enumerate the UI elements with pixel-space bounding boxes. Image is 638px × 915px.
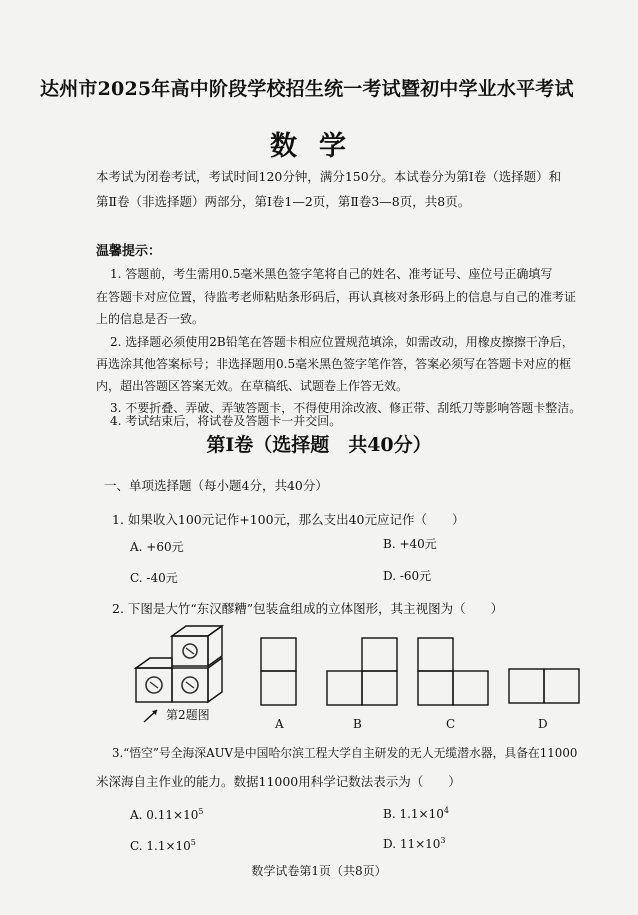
tip-line: 3. 不要折叠、弄破、弄皱答题卡，不得使用涂改液、修正带、刮纸刀等影响答题卡整洁。: [110, 401, 582, 415]
tip-line: 再选涂其他答案标号；非选择题用0.5毫米黑色签字笔作答，答案必须写在答题卡对应的框: [96, 357, 572, 371]
tips-title: 温馨提示：: [96, 244, 162, 259]
subject-title: 数学: [270, 131, 368, 162]
question-2-stem: 2. 下图是大竹“东汉醪糟”包装盒组成的立体图形，其主视图为（ ）: [112, 601, 504, 616]
q3-option-a: A. $0.11\times 10^5$: [130, 807, 204, 822]
q1-option-d: D. -60元: [383, 569, 432, 583]
option-b-view: [325, 636, 401, 708]
tip-line: 在答题卡对应位置，待监考老师粘贴条形码后，再认真核对条形码上的信息与自己的准考证: [96, 290, 577, 304]
option-d-view: [507, 667, 583, 707]
intro-line-2: 第Ⅱ卷（非选择题）两部分，第Ⅰ卷1—2页，第Ⅱ卷3—8页，共8页。: [96, 194, 471, 209]
option-c-label: C: [446, 717, 456, 731]
option-a-view: [259, 636, 299, 708]
option-b-label: B: [353, 717, 362, 731]
q3-option-b: B. $1.1\times 10^4$: [383, 806, 449, 821]
part1-title: 第Ⅰ卷（选择题 共40分）: [206, 434, 432, 456]
option-d-label: D: [538, 717, 548, 731]
tip-line: 上的信息是否一致。: [96, 312, 205, 326]
question-3-stem-1: 3.“悟空”号全海深AUV是中国哈尔滨工程大学自主研发的无人无缆潜水器，具备在11000: [112, 746, 578, 760]
q1-option-a: A. +60元: [130, 540, 184, 554]
exam-title: 达州市2025年高中阶段学校招生统一考试暨初中学业水平考试: [40, 78, 574, 100]
q3-option-d: D. $11\times 10^3$: [383, 836, 446, 851]
tip-line: 2. 选择题必须使用2B铅笔在答题卡相应位置规范填涂，如需改动，用橡皮擦擦干净后，: [110, 335, 574, 349]
figure-caption: 第2题图: [166, 708, 210, 722]
option-c-view: [416, 636, 492, 708]
page-footer: 数学试卷第1页（共8页）: [251, 864, 387, 878]
tip-line: 4. 考试结束后，将试卷及答题卡一并交回。: [110, 414, 342, 428]
tip-line: 内，超出答题区答案无效。在草稿纸、试题卷上作答无效。: [96, 379, 409, 393]
q1-option-c: C. -40元: [130, 571, 178, 585]
tip-line: 1. 答题前，考生需用0.5毫米黑色签字笔将自己的姓名、准考证号、座位号正确填写: [110, 267, 553, 281]
question-3-stem-2: 米深海自主作业的能力。数据11000用科学记数法表示为（ ）: [96, 774, 461, 789]
section-title: 一、单项选择题（每小题4分，共40分）: [104, 478, 328, 493]
question-1-stem: 1. 如果收入100元记作+100元，那么支出40元应记作（ ）: [112, 512, 465, 527]
intro-line-1: 本考试为闭卷考试，考试时间120分钟，满分150分。本试卷分为第Ⅰ卷（选择题）和: [96, 169, 562, 184]
q1-option-b: B. +40元: [383, 537, 437, 551]
option-a-label: A: [275, 717, 284, 731]
q3-option-c: C. $1.1\times 10^5$: [130, 838, 196, 853]
